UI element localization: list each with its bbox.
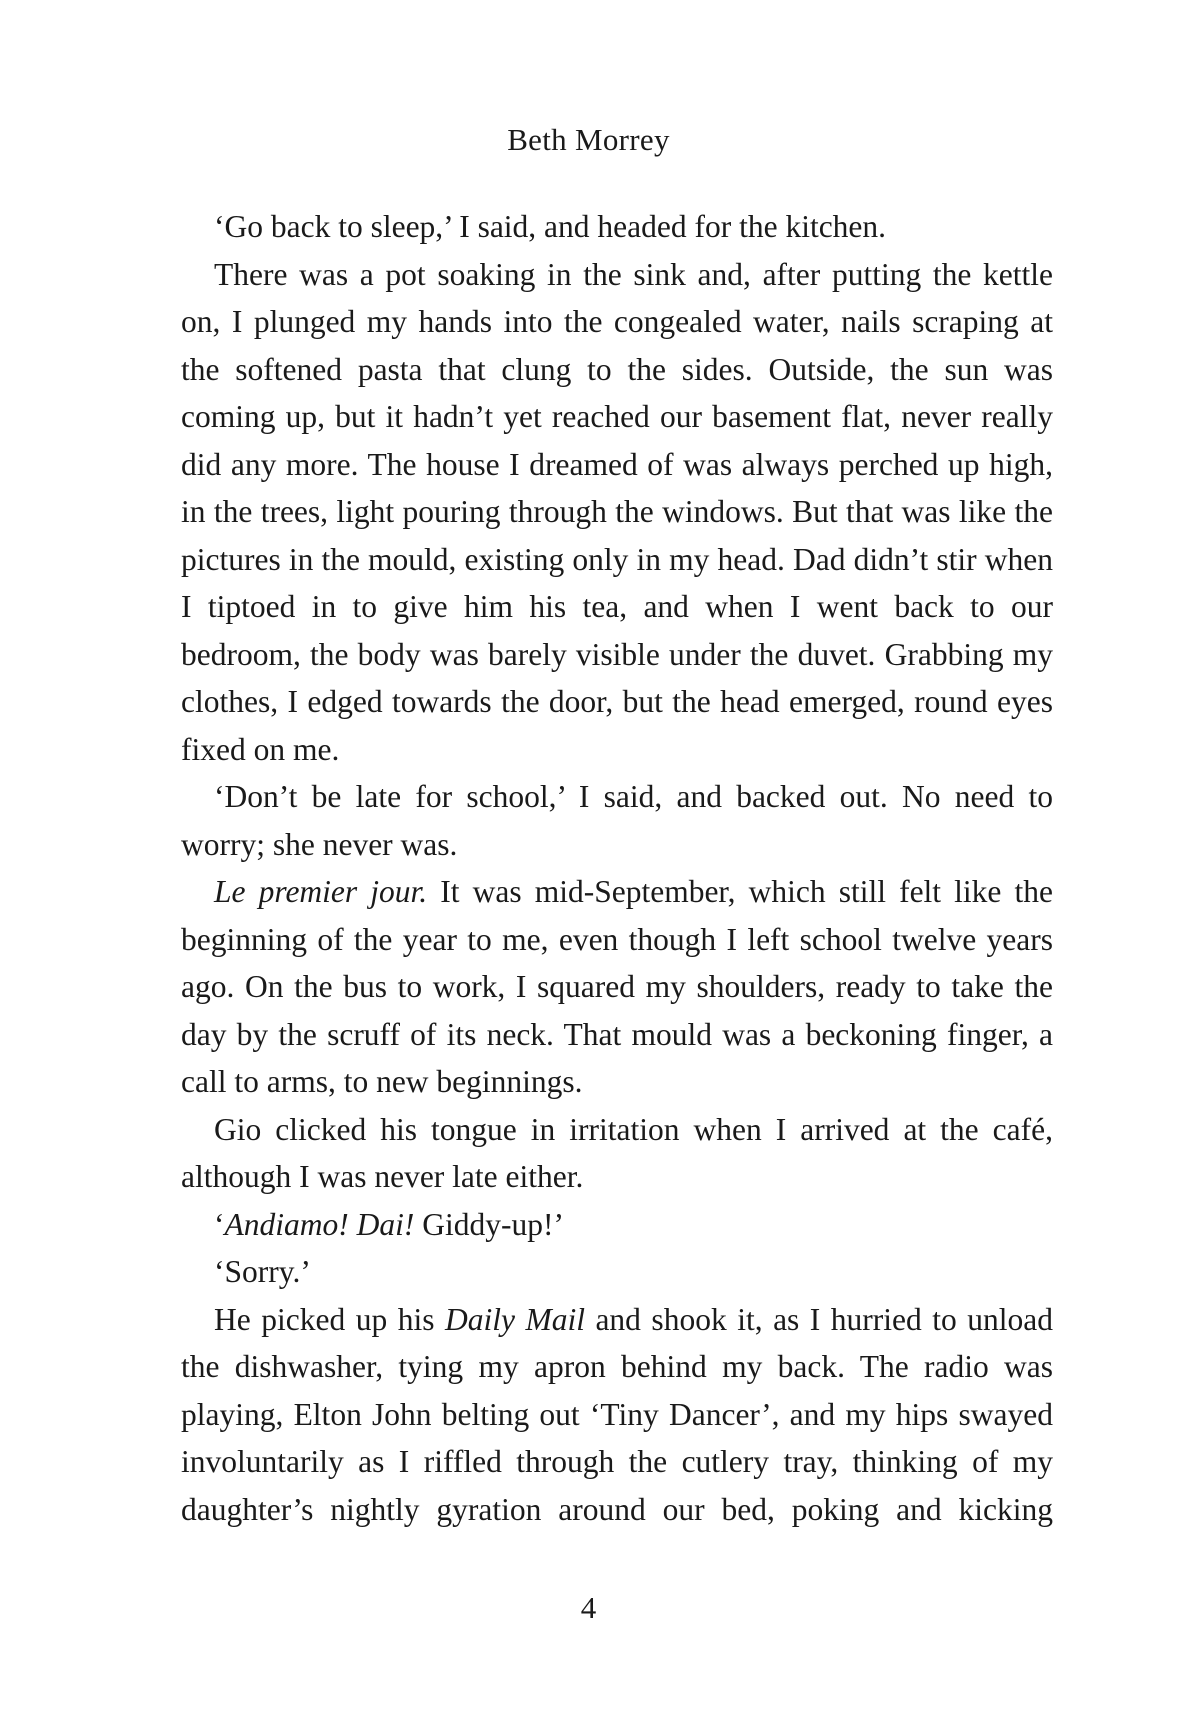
paragraph-8-start: He picked up his bbox=[214, 1301, 445, 1337]
paragraph-8 bbox=[181, 1296, 1053, 1534]
italian-phrase: Andiamo! Dai! bbox=[224, 1206, 415, 1242]
open-quote: ‘ bbox=[214, 1206, 225, 1242]
running-head: Beth Morrey bbox=[507, 122, 670, 157]
paragraph-1: ‘Go back to sleep,’ I said, and headed for the kitchen. bbox=[214, 209, 887, 244]
paragraph-6 bbox=[181, 1201, 1053, 1249]
paragraph-5: Gio clicked his tongue in irritation when I arrived at the café, although I was never late either. bbox=[181, 1111, 1053, 1194]
paragraph-4 bbox=[181, 868, 1053, 1106]
paragraph-6-text: Giddy-up!’ bbox=[414, 1206, 564, 1242]
body-text bbox=[181, 203, 1053, 1533]
paragraph-3: ‘Don’t be late for school,’ I said, and backed out. No need to worry; she never was. bbox=[181, 779, 1053, 862]
paragraph-7: ‘Sorry.’ bbox=[214, 1254, 311, 1289]
paragraph-2: There was a pot soaking in the sink and, after putting the kettle on, I plunged my hands into the congealed water, nails scraping at the softened pasta that clung to the sides. Outside, the sun was coming up, but it hadn’t yet reached our basement flat, never really did any more. The house I dreamed of was always perched up high, in the trees, light pouring through the windows. But that was like the pictures in the mould, existing only in my head. Dad didn’t stir when I tiptoed in to give him his tea, and when I went back to our bedroom, the body was barely visible under the duvet. Grabbing my clothes, I edged towards the door, but the head emerged, round eyes fixed on me. bbox=[181, 256, 1053, 767]
page-number: 4 bbox=[580, 1590, 597, 1625]
french-phrase: Le premier jour. bbox=[214, 874, 428, 909]
paragraph-4-text: It was mid-September, which still felt like the beginning of the year to me, even though I left school twelve years ago. On the bus to work, I squared my shoulders, ready to take the day by the scruff of its neck. That mould was a beckoning finger, a call to arms, to new beginnings. bbox=[181, 874, 1053, 1099]
paragraph-8-text: and shook it, as I hurried to unload the dishwasher, tying my apron behind my back. The radio was playing, Elton John belting out ‘Tiny Dancer’, and my hips swayed involuntarily as I riffled through the cutlery tray, thinking of my daughter’s nightly gyration around our bed, poking and kicking bbox=[181, 1301, 1053, 1527]
newspaper-title: Daily Mail bbox=[444, 1301, 585, 1337]
